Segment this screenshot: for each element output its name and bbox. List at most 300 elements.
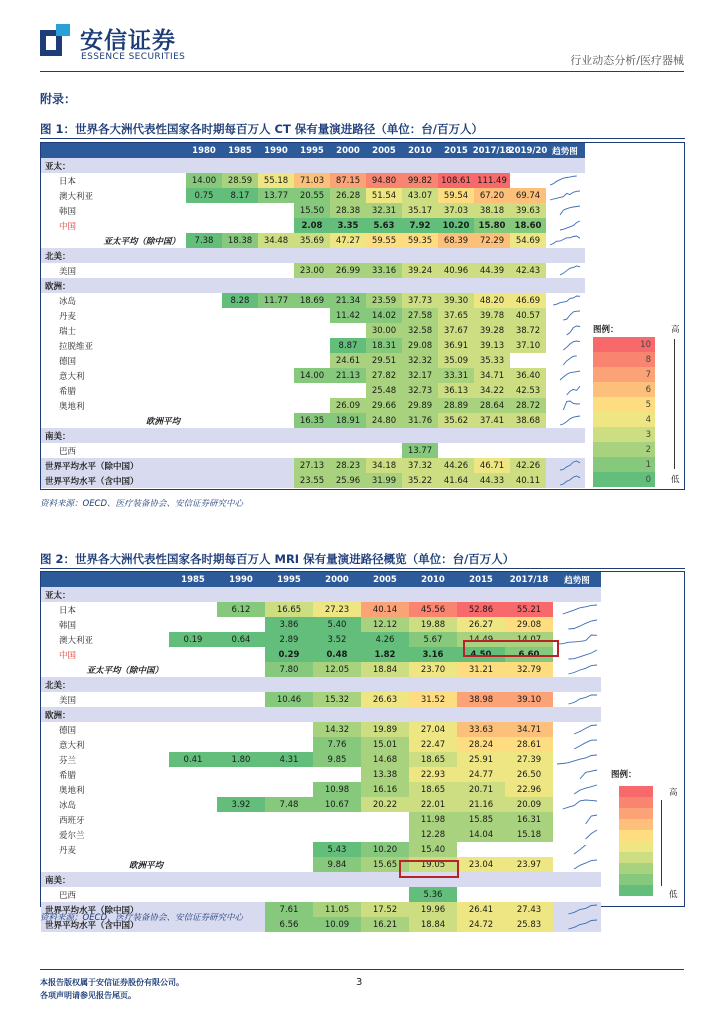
ct-value-cell: 36.91 xyxy=(438,338,474,353)
ct-sparkline-path xyxy=(560,266,580,275)
mri-sparkline-path xyxy=(580,770,597,779)
mri-sparkline-path xyxy=(568,650,597,659)
ct-value-cell: 23.55 xyxy=(294,473,330,488)
mri-row-label: 欧洲： xyxy=(45,710,71,721)
ct-value-cell: 14.00 xyxy=(186,173,222,188)
mri-value-cell: 25.91 xyxy=(457,752,505,767)
mri-row-label: 芬兰 xyxy=(59,755,77,766)
ct-sparkline xyxy=(549,293,581,308)
ct-trend-header: 趋势图 xyxy=(552,146,578,157)
mri-value-cell: 0.64 xyxy=(217,632,265,647)
ct-legend-arrow-icon xyxy=(674,339,675,469)
mri-sparkline-path xyxy=(574,845,586,854)
mri-legend-high: 高 xyxy=(669,788,678,798)
ct-legend-swatch: 10 xyxy=(593,337,655,352)
mri-legend-swatch xyxy=(619,852,653,863)
mri-value-cell: 12.28 xyxy=(409,827,457,842)
ct-row-label: 希腊 xyxy=(59,386,77,397)
ct-value-cell: 21.13 xyxy=(330,368,366,383)
ct-sparkline xyxy=(549,473,581,488)
ct-value-cell: 35.69 xyxy=(294,233,330,248)
ct-value-cell: 42.43 xyxy=(510,263,546,278)
mri-value-cell: 32.79 xyxy=(505,662,553,677)
ct-row-label: 世界平均水平（含中国） xyxy=(45,476,139,487)
ct-value-cell: 39.13 xyxy=(474,338,510,353)
ct-row-label: 韩国 xyxy=(59,206,77,217)
ct-value-cell: 32.31 xyxy=(366,203,402,218)
ct-value-cell: 36.40 xyxy=(510,368,546,383)
ct-legend-swatch: 2 xyxy=(593,442,655,457)
mri-value-cell: 27.23 xyxy=(313,602,361,617)
ct-sparkline xyxy=(549,233,581,248)
mri-value-cell: 15.18 xyxy=(505,827,553,842)
ct-sparkline-path xyxy=(550,191,580,200)
mri-value-cell: 14.68 xyxy=(361,752,409,767)
ct-value-cell: 29.08 xyxy=(402,338,438,353)
ct-value-cell: 25.96 xyxy=(330,473,366,488)
ct-value-cell: 20.55 xyxy=(294,188,330,203)
mri-row-region xyxy=(41,707,601,722)
ct-sparkline xyxy=(549,458,581,473)
mri-value-cell: 17.52 xyxy=(361,902,409,917)
ct-value-cell: 13.77 xyxy=(258,188,294,203)
ct-value-cell: 26.09 xyxy=(330,398,366,413)
ct-value-cell: 7.38 xyxy=(186,233,222,248)
mri-value-cell: 21.16 xyxy=(457,797,505,812)
ct-value-cell: 40.57 xyxy=(510,308,546,323)
page-number: 3 xyxy=(356,977,363,988)
mri-sparkline-path xyxy=(563,605,597,614)
ct-value-cell: 47.27 xyxy=(330,233,366,248)
ct-legend-swatch: 5 xyxy=(593,397,655,412)
brazil-mri-highlight xyxy=(399,860,459,878)
mri-sparkline xyxy=(556,857,598,872)
mri-value-cell: 5.36 xyxy=(409,887,457,902)
mri-sparkline-path xyxy=(586,815,597,824)
ct-value-cell: 10.20 xyxy=(438,218,474,233)
ct-value-cell: 37.32 xyxy=(402,458,438,473)
mri-value-cell: 31.21 xyxy=(457,662,505,677)
ct-value-cell: 23.59 xyxy=(366,293,402,308)
mri-year-1990: 1990 xyxy=(229,574,253,585)
ct-value-cell: 28.23 xyxy=(330,458,366,473)
mri-value-cell: 19.05 xyxy=(409,857,457,872)
mri-row-label: 世界平均水平（除中国） xyxy=(45,905,139,916)
mri-row-label: 冰岛 xyxy=(59,800,77,811)
ct-value-cell: 15.80 xyxy=(474,218,510,233)
ct-year-2017-18: 2017/18 xyxy=(472,145,512,156)
mri-sparkline xyxy=(556,797,598,812)
mri-value-cell: 24.72 xyxy=(457,917,505,932)
ct-header-row xyxy=(41,143,585,158)
ct-sparkline xyxy=(549,188,581,203)
ct-value-cell: 28.89 xyxy=(438,398,474,413)
mri-value-cell: 18.65 xyxy=(409,752,457,767)
ct-title-divider xyxy=(40,138,685,139)
mri-value-cell: 5.40 xyxy=(313,617,361,632)
logo-text-cn: 安信证券 xyxy=(80,28,176,54)
ct-value-cell: 29.51 xyxy=(366,353,402,368)
mri-sparkline xyxy=(556,752,598,767)
ct-value-cell: 59.54 xyxy=(438,188,474,203)
ct-sparkline xyxy=(549,203,581,218)
ct-value-cell: 37.03 xyxy=(438,203,474,218)
mri-row-label: 丹麦 xyxy=(59,845,77,856)
mri-value-cell: 19.89 xyxy=(361,722,409,737)
ct-row-data xyxy=(41,263,585,278)
ct-row-data xyxy=(41,203,585,218)
ct-value-cell: 16.35 xyxy=(294,413,330,428)
ct-row-data xyxy=(41,413,585,428)
mri-value-cell: 26.63 xyxy=(361,692,409,707)
mri-value-cell: 29.08 xyxy=(505,617,553,632)
ct-sparkline-path xyxy=(550,176,577,185)
mri-row-data xyxy=(41,842,601,857)
ct-value-cell: 14.00 xyxy=(294,368,330,383)
mri-value-cell: 0.48 xyxy=(313,647,361,662)
ct-sparkline xyxy=(549,353,581,368)
mri-legend-swatch xyxy=(619,830,653,841)
ct-value-cell: 94.80 xyxy=(366,173,402,188)
ct-row-data xyxy=(41,323,585,338)
mri-value-cell: 22.96 xyxy=(505,782,553,797)
ct-sparkline-path xyxy=(567,386,580,395)
ct-value-cell: 68.39 xyxy=(438,233,474,248)
mri-value-cell: 7.76 xyxy=(313,737,361,752)
ct-value-cell: 42.26 xyxy=(510,458,546,473)
ct-value-cell: 37.67 xyxy=(438,323,474,338)
mri-row-region xyxy=(41,677,601,692)
ct-year-1990: 1990 xyxy=(264,145,288,156)
ct-row-region xyxy=(41,158,585,173)
mri-year-2005: 2005 xyxy=(373,574,397,585)
mri-value-cell: 13.38 xyxy=(361,767,409,782)
ct-value-cell: 33.31 xyxy=(438,368,474,383)
ct-row-label: 丹麦 xyxy=(59,311,77,322)
mri-value-cell: 12.12 xyxy=(361,617,409,632)
mri-legend-swatch xyxy=(619,797,653,808)
ct-row-region xyxy=(41,248,585,263)
mri-row-data xyxy=(41,752,601,767)
mri-sparkline-path xyxy=(574,725,597,734)
ct-value-cell: 21.34 xyxy=(330,293,366,308)
ct-value-cell: 39.30 xyxy=(438,293,474,308)
mri-value-cell: 26.50 xyxy=(505,767,553,782)
ct-row-data xyxy=(41,218,585,233)
ct-legend-swatch: 0 xyxy=(593,472,655,487)
mri-value-cell: 10.67 xyxy=(313,797,361,812)
mri-sparkline-path xyxy=(574,740,597,749)
ct-legend-swatch: 8 xyxy=(593,352,655,367)
ct-value-cell: 28.38 xyxy=(330,203,366,218)
mri-value-cell: 15.85 xyxy=(457,812,505,827)
mri-sparkline xyxy=(556,902,598,917)
ct-sparkline-path xyxy=(553,296,580,305)
ct-row-data xyxy=(41,188,585,203)
ct-value-cell: 67.20 xyxy=(474,188,510,203)
ct-year-2010: 2010 xyxy=(408,145,432,156)
ct-value-cell: 111.49 xyxy=(474,173,510,188)
ct-row-label: 意大利 xyxy=(59,371,85,382)
ct-value-cell: 34.71 xyxy=(474,368,510,383)
ct-value-cell: 27.82 xyxy=(366,368,402,383)
ct-value-cell: 41.64 xyxy=(438,473,474,488)
mri-value-cell: 4.31 xyxy=(265,752,313,767)
ct-value-cell: 27.13 xyxy=(294,458,330,473)
mri-sparkline-path xyxy=(568,665,597,674)
ct-value-cell: 11.42 xyxy=(330,308,366,323)
ct-row-label: 北美： xyxy=(45,251,71,262)
mri-value-cell: 10.46 xyxy=(265,692,313,707)
ct-row-label: 奥地利 xyxy=(59,401,85,412)
ct-row-label: 瑞士 xyxy=(59,326,77,337)
mri-sparkline-path xyxy=(574,785,597,794)
mri-row-region xyxy=(41,872,601,887)
ct-value-cell: 24.61 xyxy=(330,353,366,368)
mri-row-data xyxy=(41,812,601,827)
ct-sparkline-path xyxy=(563,311,580,320)
mri-value-cell: 28.24 xyxy=(457,737,505,752)
mri-value-cell: 45.56 xyxy=(409,602,457,617)
footer-divider xyxy=(40,969,684,970)
ct-row-label: 欧洲： xyxy=(45,281,71,292)
mri-value-cell: 15.01 xyxy=(361,737,409,752)
mri-value-cell: 24.77 xyxy=(457,767,505,782)
ct-value-cell: 32.73 xyxy=(402,383,438,398)
mri-row-label: 中国 xyxy=(59,650,77,661)
ct-value-cell: 38.18 xyxy=(474,203,510,218)
ct-value-cell: 7.92 xyxy=(402,218,438,233)
ct-value-cell: 8.17 xyxy=(222,188,258,203)
ct-sparkline xyxy=(549,323,581,338)
china-mri-highlight xyxy=(463,640,559,657)
mri-sparkline xyxy=(556,827,598,842)
ct-value-cell: 37.10 xyxy=(510,338,546,353)
ct-value-cell: 39.63 xyxy=(510,203,546,218)
ct-value-cell: 44.33 xyxy=(474,473,510,488)
mri-value-cell: 5.43 xyxy=(313,842,361,857)
mri-sparkline-path xyxy=(563,800,597,809)
mri-value-cell: 10.98 xyxy=(313,782,361,797)
mri-row-label: 北美： xyxy=(45,680,71,691)
mri-value-cell: 4.50 xyxy=(457,647,505,662)
mri-sparkline xyxy=(556,692,598,707)
ct-value-cell: 35.62 xyxy=(438,413,474,428)
mri-sparkline-path xyxy=(568,620,597,629)
mri-value-cell: 9.85 xyxy=(313,752,361,767)
footer-disclaimer: 各项声明请参见报告尾页。 xyxy=(40,991,136,1000)
ct-legend-swatch: 7 xyxy=(593,367,655,382)
mri-value-cell: 15.40 xyxy=(409,842,457,857)
mri-value-cell: 11.98 xyxy=(409,812,457,827)
mri-value-cell: 6.12 xyxy=(217,602,265,617)
mri-value-cell: 16.31 xyxy=(505,812,553,827)
ct-row-data xyxy=(41,458,585,473)
ct-legend-high: 高 xyxy=(671,325,680,335)
mri-sparkline xyxy=(556,632,598,647)
mri-sparkline xyxy=(556,617,598,632)
ct-row-region xyxy=(41,428,585,443)
ct-value-cell: 26.99 xyxy=(330,263,366,278)
ct-value-cell: 11.77 xyxy=(258,293,294,308)
mri-value-cell: 14.04 xyxy=(457,827,505,842)
ct-sparkline xyxy=(549,383,581,398)
report-category: 行业动态分析/医疗器械 xyxy=(570,54,684,67)
ct-row-data xyxy=(41,233,585,248)
ct-value-cell: 48.20 xyxy=(474,293,510,308)
mri-sparkline xyxy=(556,662,598,677)
ct-row-label: 澳大利亚 xyxy=(59,191,94,202)
ct-sparkline-path xyxy=(563,356,576,365)
ct-value-cell: 35.33 xyxy=(474,353,510,368)
ct-value-cell: 31.76 xyxy=(402,413,438,428)
mri-legend-title: 图例： xyxy=(611,770,637,780)
ct-row-label: 亚太： xyxy=(45,161,71,172)
mri-year-1985: 1985 xyxy=(181,574,205,585)
ct-row-data xyxy=(41,353,585,368)
ct-row-label: 拉脱维亚 xyxy=(59,341,94,352)
mri-year-2010: 2010 xyxy=(421,574,445,585)
mri-row-data xyxy=(41,857,601,872)
ct-row-label: 世界平均水平（除中国） xyxy=(45,461,139,472)
ct-value-cell: 13.77 xyxy=(402,443,438,458)
mri-year-2000: 2000 xyxy=(325,574,349,585)
mri-row-label: 巴西 xyxy=(59,890,77,901)
ct-year-2000: 2000 xyxy=(336,145,360,156)
mri-value-cell: 18.65 xyxy=(409,782,457,797)
mri-value-cell: 33.63 xyxy=(457,722,505,737)
ct-value-cell: 40.11 xyxy=(510,473,546,488)
mri-value-cell: 15.65 xyxy=(361,857,409,872)
mri-value-cell: 3.92 xyxy=(217,797,265,812)
ct-value-cell: 59.55 xyxy=(366,233,402,248)
mri-value-cell: 27.43 xyxy=(505,902,553,917)
ct-value-cell: 28.59 xyxy=(222,173,258,188)
mri-value-cell: 27.04 xyxy=(409,722,457,737)
mri-value-cell: 7.80 xyxy=(265,662,313,677)
ct-value-cell: 35.09 xyxy=(438,353,474,368)
ct-legend-swatch: 1 xyxy=(593,457,655,472)
ct-value-cell: 43.07 xyxy=(402,188,438,203)
ct-sparkline-path xyxy=(560,206,580,215)
mri-row-label: 欧洲平均 xyxy=(128,860,163,871)
mri-row-label: 希腊 xyxy=(59,770,77,781)
ct-legend-title: 图例： xyxy=(593,325,619,335)
ct-value-cell: 44.39 xyxy=(474,263,510,278)
ct-value-cell: 54.69 xyxy=(510,233,546,248)
ct-value-cell: 46.69 xyxy=(510,293,546,308)
mri-row-label: 爱尔兰 xyxy=(59,830,85,841)
mri-row-data xyxy=(41,887,601,902)
mri-value-cell: 55.21 xyxy=(505,602,553,617)
ct-row-label: 德国 xyxy=(59,356,77,367)
mri-row-data xyxy=(41,617,601,632)
ct-value-cell: 32.32 xyxy=(402,353,438,368)
ct-value-cell: 23.00 xyxy=(294,263,330,278)
ct-row-label: 冰岛 xyxy=(59,296,77,307)
mri-value-cell: 5.67 xyxy=(409,632,457,647)
mri-row-label: 世界平均水平（含中国） xyxy=(45,920,139,931)
ct-value-cell: 5.63 xyxy=(366,218,402,233)
ct-legend-swatch: 3 xyxy=(593,427,655,442)
ct-sparkline-path xyxy=(567,326,580,335)
mri-value-cell: 23.70 xyxy=(409,662,457,677)
ct-value-cell: 99.82 xyxy=(402,173,438,188)
ct-value-cell: 34.18 xyxy=(366,458,402,473)
ct-row-data xyxy=(41,473,585,488)
ct-value-cell: 2.08 xyxy=(294,218,330,233)
mri-sparkline-path xyxy=(574,860,597,869)
ct-value-cell: 18.38 xyxy=(222,233,258,248)
ct-row-label: 中国 xyxy=(59,221,77,232)
ct-row-label: 欧洲平均 xyxy=(145,416,180,427)
mri-sparkline xyxy=(556,647,598,662)
ct-value-cell: 46.71 xyxy=(474,458,510,473)
ct-row-data xyxy=(41,383,585,398)
ct-value-cell: 35.22 xyxy=(402,473,438,488)
ct-value-cell: 44.26 xyxy=(438,458,474,473)
appendix-heading: 附录： xyxy=(40,92,77,106)
mri-source: 资料来源：OECD、医疗装备协会、安信证券研究中心 xyxy=(40,913,244,923)
mri-value-cell: 6.56 xyxy=(265,917,313,932)
ct-value-cell: 18.69 xyxy=(294,293,330,308)
mri-row-data xyxy=(41,692,601,707)
mri-value-cell: 18.84 xyxy=(361,662,409,677)
mri-value-cell: 10.09 xyxy=(313,917,361,932)
ct-value-cell: 37.65 xyxy=(438,308,474,323)
ct-table xyxy=(40,142,685,490)
ct-sparkline-path xyxy=(560,476,580,485)
mri-value-cell: 25.83 xyxy=(505,917,553,932)
mri-value-cell: 11.05 xyxy=(313,902,361,917)
mri-sparkline-path xyxy=(586,830,597,839)
mri-row-label: 奥地利 xyxy=(59,785,85,796)
ct-value-cell: 3.35 xyxy=(330,218,366,233)
mri-value-cell: 27.39 xyxy=(505,752,553,767)
mri-title-divider xyxy=(40,568,685,569)
ct-value-cell: 26.28 xyxy=(330,188,366,203)
ct-year-1980: 1980 xyxy=(192,145,216,156)
ct-value-cell: 39.78 xyxy=(474,308,510,323)
mri-year-2015: 2015 xyxy=(469,574,493,585)
mri-row-label: 南美： xyxy=(45,875,71,886)
ct-value-cell: 38.68 xyxy=(510,413,546,428)
mri-value-cell: 0.41 xyxy=(169,752,217,767)
mri-value-cell: 2.89 xyxy=(265,632,313,647)
mri-value-cell: 16.65 xyxy=(265,602,313,617)
logo-text-en: ESSENCE SECURITIES xyxy=(81,52,186,62)
mri-legend-swatch xyxy=(619,786,653,797)
mri-value-cell: 15.32 xyxy=(313,692,361,707)
ct-value-cell: 37.41 xyxy=(474,413,510,428)
ct-value-cell: 29.89 xyxy=(402,398,438,413)
ct-row-data xyxy=(41,308,585,323)
ct-sparkline-path xyxy=(560,221,580,230)
footer-copyright: 本报告版权属于安信证券股份有限公司。 xyxy=(40,978,184,987)
mri-value-cell: 40.14 xyxy=(361,602,409,617)
ct-value-cell: 87.15 xyxy=(330,173,366,188)
ct-value-cell: 72.29 xyxy=(474,233,510,248)
mri-header-row xyxy=(41,572,601,587)
mri-row-region xyxy=(41,587,601,602)
ct-row-data xyxy=(41,398,585,413)
mri-value-cell: 38.98 xyxy=(457,692,505,707)
ct-value-cell: 39.24 xyxy=(402,263,438,278)
mri-legend-swatch xyxy=(619,841,653,852)
ct-value-cell: 28.72 xyxy=(510,398,546,413)
ct-value-cell: 39.28 xyxy=(474,323,510,338)
ct-value-cell: 8.87 xyxy=(330,338,366,353)
